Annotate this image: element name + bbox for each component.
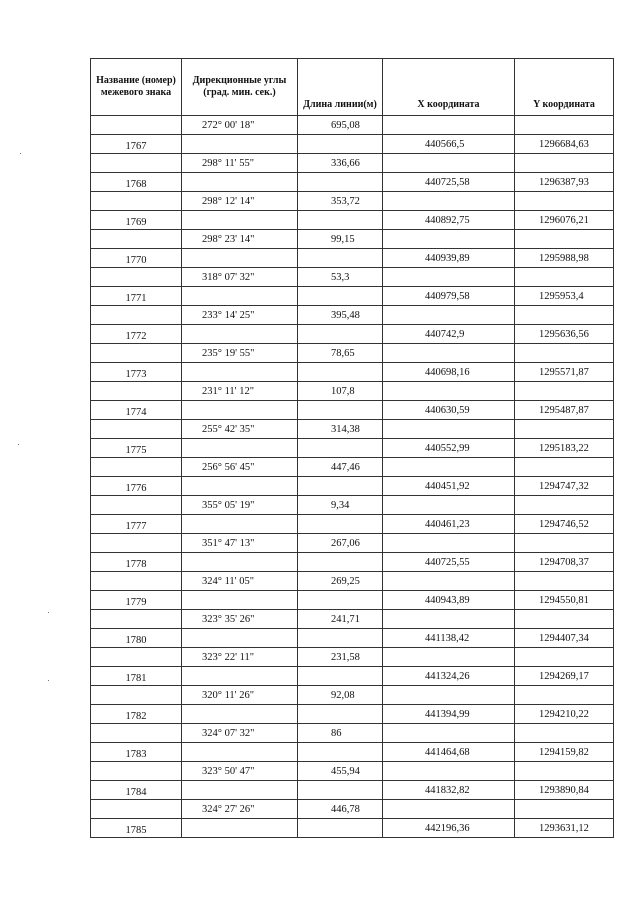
empty-cell bbox=[298, 705, 383, 724]
empty-cell bbox=[91, 154, 182, 173]
empty-cell bbox=[383, 534, 515, 553]
table-row-point bbox=[91, 629, 614, 648]
empty-cell bbox=[91, 344, 182, 363]
line-length-cell: 231,58 bbox=[298, 648, 383, 667]
empty-cell bbox=[298, 401, 383, 420]
empty-cell bbox=[515, 420, 614, 439]
mark-name: 1775 bbox=[125, 444, 147, 456]
boundary-marks-table bbox=[90, 58, 614, 838]
direction-angle-cell: 323° 35' 26" bbox=[182, 610, 298, 629]
y-coordinate-cell: 1295571,87 bbox=[515, 363, 614, 382]
header-direction-angle: Дирекционные углы (град. мин. сек.) bbox=[182, 59, 298, 116]
mark-name-cell bbox=[91, 287, 182, 306]
mark-name-cell bbox=[91, 249, 182, 268]
empty-cell bbox=[91, 762, 182, 781]
empty-cell bbox=[383, 686, 515, 705]
empty-cell bbox=[182, 211, 298, 230]
empty-cell bbox=[298, 515, 383, 534]
x-coordinate-cell: 440698,16 bbox=[383, 363, 515, 382]
empty-cell bbox=[91, 800, 182, 819]
empty-cell bbox=[182, 249, 298, 268]
empty-cell bbox=[298, 439, 383, 458]
empty-cell bbox=[298, 629, 383, 648]
empty-cell bbox=[515, 382, 614, 401]
table-row-segment bbox=[91, 230, 614, 249]
y-coordinate-cell: 1294708,37 bbox=[515, 553, 614, 572]
mark-name: 1772 bbox=[125, 330, 147, 342]
table-row-point bbox=[91, 135, 614, 154]
margin-mark bbox=[48, 680, 49, 681]
x-coordinate-cell: 441138,42 bbox=[383, 629, 515, 648]
y-coordinate-cell: 1295183,22 bbox=[515, 439, 614, 458]
line-length-cell: 447,46 bbox=[298, 458, 383, 477]
empty-cell bbox=[383, 610, 515, 629]
empty-cell bbox=[182, 629, 298, 648]
table-row-segment bbox=[91, 306, 614, 325]
y-coordinate-cell: 1295487,87 bbox=[515, 401, 614, 420]
direction-angle-cell: 255° 42' 35" bbox=[182, 420, 298, 439]
table-row-point bbox=[91, 287, 614, 306]
mark-name: 1784 bbox=[125, 786, 147, 798]
empty-cell bbox=[182, 477, 298, 496]
line-length-cell: 78,65 bbox=[298, 344, 383, 363]
direction-angle-cell: 323° 50' 47" bbox=[182, 762, 298, 781]
table-row-segment bbox=[91, 572, 614, 591]
table-row-point bbox=[91, 743, 614, 762]
empty-cell bbox=[298, 591, 383, 610]
line-length-cell: 86 bbox=[298, 724, 383, 743]
table-row-segment bbox=[91, 116, 614, 135]
empty-cell bbox=[91, 686, 182, 705]
direction-angle-cell: 298° 11' 55" bbox=[182, 154, 298, 173]
x-coordinate-cell: 440725,55 bbox=[383, 553, 515, 572]
table-row-point bbox=[91, 705, 614, 724]
empty-cell bbox=[515, 686, 614, 705]
empty-cell bbox=[298, 553, 383, 572]
empty-cell bbox=[298, 173, 383, 192]
direction-angle-cell: 318° 07' 32" bbox=[182, 268, 298, 287]
mark-name-cell bbox=[91, 705, 182, 724]
empty-cell bbox=[383, 268, 515, 287]
header-mark-name: Название (номер) межевого знака bbox=[91, 59, 182, 116]
mark-name: 1778 bbox=[125, 558, 147, 570]
line-length-cell: 92,08 bbox=[298, 686, 383, 705]
empty-cell bbox=[182, 363, 298, 382]
empty-cell bbox=[515, 648, 614, 667]
empty-cell bbox=[298, 325, 383, 344]
line-length-cell: 353,72 bbox=[298, 192, 383, 211]
empty-cell bbox=[182, 819, 298, 838]
empty-cell bbox=[383, 230, 515, 249]
mark-name-cell bbox=[91, 515, 182, 534]
empty-cell bbox=[298, 249, 383, 268]
direction-angle-cell: 272° 00' 18" bbox=[182, 116, 298, 135]
header-line-length: Длина линии(м) bbox=[298, 59, 383, 116]
x-coordinate-cell: 441832,82 bbox=[383, 781, 515, 800]
empty-cell bbox=[182, 287, 298, 306]
empty-cell bbox=[182, 401, 298, 420]
y-coordinate-cell: 1295953,4 bbox=[515, 287, 614, 306]
empty-cell bbox=[91, 116, 182, 135]
mark-name: 1777 bbox=[125, 520, 147, 532]
empty-cell bbox=[91, 458, 182, 477]
empty-cell bbox=[91, 268, 182, 287]
empty-cell bbox=[515, 154, 614, 173]
empty-cell bbox=[383, 306, 515, 325]
line-length-cell: 314,38 bbox=[298, 420, 383, 439]
header-y-coordinate: Y координата bbox=[515, 59, 614, 116]
table-row-point bbox=[91, 781, 614, 800]
line-length-cell: 99,15 bbox=[298, 230, 383, 249]
header-row bbox=[91, 59, 614, 116]
direction-angle-cell: 298° 12' 14" bbox=[182, 192, 298, 211]
table-row-segment bbox=[91, 686, 614, 705]
empty-cell bbox=[515, 534, 614, 553]
table-row-segment bbox=[91, 724, 614, 743]
empty-cell bbox=[182, 439, 298, 458]
empty-cell bbox=[182, 173, 298, 192]
empty-cell bbox=[298, 477, 383, 496]
mark-name: 1774 bbox=[125, 406, 147, 418]
mark-name-cell bbox=[91, 135, 182, 154]
line-length-cell: 269,25 bbox=[298, 572, 383, 591]
table-row-segment bbox=[91, 268, 614, 287]
empty-cell bbox=[298, 363, 383, 382]
mark-name-cell bbox=[91, 667, 182, 686]
y-coordinate-cell: 1294746,52 bbox=[515, 515, 614, 534]
table-row-point bbox=[91, 173, 614, 192]
empty-cell bbox=[182, 705, 298, 724]
direction-angle-cell: 235° 19' 55" bbox=[182, 344, 298, 363]
y-coordinate-cell: 1293631,12 bbox=[515, 819, 614, 838]
mark-name: 1779 bbox=[125, 596, 147, 608]
x-coordinate-cell: 441464,68 bbox=[383, 743, 515, 762]
mark-name-cell bbox=[91, 325, 182, 344]
mark-name: 1783 bbox=[125, 748, 147, 760]
y-coordinate-cell: 1296684,63 bbox=[515, 135, 614, 154]
empty-cell bbox=[298, 667, 383, 686]
table-row-point bbox=[91, 401, 614, 420]
empty-cell bbox=[298, 135, 383, 154]
empty-cell bbox=[515, 344, 614, 363]
empty-cell bbox=[383, 154, 515, 173]
table-row-segment bbox=[91, 648, 614, 667]
empty-cell bbox=[515, 762, 614, 781]
x-coordinate-cell: 441394,99 bbox=[383, 705, 515, 724]
empty-cell bbox=[91, 306, 182, 325]
mark-name: 1785 bbox=[125, 824, 147, 836]
empty-cell bbox=[383, 382, 515, 401]
line-length-cell: 241,71 bbox=[298, 610, 383, 629]
line-length-cell: 9,34 bbox=[298, 496, 383, 515]
empty-cell bbox=[383, 724, 515, 743]
direction-angle-cell: 298° 23' 14" bbox=[182, 230, 298, 249]
table-body bbox=[91, 116, 614, 838]
line-length-cell: 53,3 bbox=[298, 268, 383, 287]
empty-cell bbox=[91, 382, 182, 401]
direction-angle-cell: 323° 22' 11" bbox=[182, 648, 298, 667]
mark-name: 1781 bbox=[125, 672, 147, 684]
mark-name-cell bbox=[91, 591, 182, 610]
empty-cell bbox=[91, 610, 182, 629]
empty-cell bbox=[91, 192, 182, 211]
empty-cell bbox=[383, 572, 515, 591]
table-row-segment bbox=[91, 382, 614, 401]
empty-cell bbox=[298, 287, 383, 306]
direction-angle-cell: 231° 11' 12" bbox=[182, 382, 298, 401]
empty-cell bbox=[91, 648, 182, 667]
x-coordinate-cell: 440461,23 bbox=[383, 515, 515, 534]
empty-cell bbox=[515, 116, 614, 135]
empty-cell bbox=[91, 230, 182, 249]
y-coordinate-cell: 1295636,56 bbox=[515, 325, 614, 344]
table-row-point bbox=[91, 249, 614, 268]
empty-cell bbox=[383, 648, 515, 667]
empty-cell bbox=[383, 344, 515, 363]
empty-cell bbox=[515, 192, 614, 211]
margin-mark bbox=[48, 612, 49, 613]
empty-cell bbox=[182, 667, 298, 686]
x-coordinate-cell: 440892,75 bbox=[383, 211, 515, 230]
direction-angle-cell: 233° 14' 25" bbox=[182, 306, 298, 325]
mark-name: 1780 bbox=[125, 634, 147, 646]
empty-cell bbox=[515, 724, 614, 743]
line-length-cell: 695,08 bbox=[298, 116, 383, 135]
empty-cell bbox=[383, 420, 515, 439]
x-coordinate-cell: 441324,26 bbox=[383, 667, 515, 686]
table-row-point bbox=[91, 515, 614, 534]
table-row-segment bbox=[91, 420, 614, 439]
table-row-segment bbox=[91, 610, 614, 629]
empty-cell bbox=[383, 192, 515, 211]
empty-cell bbox=[383, 116, 515, 135]
mark-name-cell bbox=[91, 743, 182, 762]
empty-cell bbox=[298, 819, 383, 838]
table-row-point bbox=[91, 477, 614, 496]
empty-cell bbox=[298, 781, 383, 800]
y-coordinate-cell: 1294210,22 bbox=[515, 705, 614, 724]
table-row-segment bbox=[91, 800, 614, 819]
mark-name: 1782 bbox=[125, 710, 147, 722]
table-row-segment bbox=[91, 762, 614, 781]
x-coordinate-cell: 440725,58 bbox=[383, 173, 515, 192]
table-row-point bbox=[91, 325, 614, 344]
table-row-segment bbox=[91, 154, 614, 173]
table-row-point bbox=[91, 667, 614, 686]
empty-cell bbox=[182, 743, 298, 762]
direction-angle-cell: 256° 56' 45" bbox=[182, 458, 298, 477]
x-coordinate-cell: 442196,36 bbox=[383, 819, 515, 838]
direction-angle-cell: 320° 11' 26" bbox=[182, 686, 298, 705]
y-coordinate-cell: 1294269,17 bbox=[515, 667, 614, 686]
empty-cell bbox=[515, 230, 614, 249]
y-coordinate-cell: 1296076,21 bbox=[515, 211, 614, 230]
empty-cell bbox=[91, 724, 182, 743]
mark-name: 1771 bbox=[125, 292, 147, 304]
empty-cell bbox=[383, 800, 515, 819]
empty-cell bbox=[383, 762, 515, 781]
mark-name-cell bbox=[91, 173, 182, 192]
empty-cell bbox=[182, 135, 298, 154]
empty-cell bbox=[383, 458, 515, 477]
y-coordinate-cell: 1296387,93 bbox=[515, 173, 614, 192]
y-coordinate-cell: 1294747,32 bbox=[515, 477, 614, 496]
mark-name-cell bbox=[91, 553, 182, 572]
x-coordinate-cell: 440943,89 bbox=[383, 591, 515, 610]
table-row-point bbox=[91, 553, 614, 572]
y-coordinate-cell: 1293890,84 bbox=[515, 781, 614, 800]
table-row-segment bbox=[91, 496, 614, 515]
empty-cell bbox=[515, 800, 614, 819]
empty-cell bbox=[91, 534, 182, 553]
empty-cell bbox=[515, 458, 614, 477]
table-row-point bbox=[91, 591, 614, 610]
x-coordinate-cell: 440939,89 bbox=[383, 249, 515, 268]
line-length-cell: 107,8 bbox=[298, 382, 383, 401]
mark-name-cell bbox=[91, 401, 182, 420]
x-coordinate-cell: 440979,58 bbox=[383, 287, 515, 306]
empty-cell bbox=[515, 496, 614, 515]
x-coordinate-cell: 440566,5 bbox=[383, 135, 515, 154]
mark-name-cell bbox=[91, 363, 182, 382]
table-row-point bbox=[91, 211, 614, 230]
table-row-segment bbox=[91, 192, 614, 211]
empty-cell bbox=[515, 572, 614, 591]
empty-cell bbox=[515, 268, 614, 287]
line-length-cell: 267,06 bbox=[298, 534, 383, 553]
empty-cell bbox=[515, 306, 614, 325]
mark-name: 1767 bbox=[125, 140, 147, 152]
line-length-cell: 336,66 bbox=[298, 154, 383, 173]
mark-name-cell bbox=[91, 629, 182, 648]
empty-cell bbox=[182, 553, 298, 572]
table-row-segment bbox=[91, 534, 614, 553]
empty-cell bbox=[91, 572, 182, 591]
line-length-cell: 446,78 bbox=[298, 800, 383, 819]
mark-name: 1773 bbox=[125, 368, 147, 380]
direction-angle-cell: 324° 27' 26" bbox=[182, 800, 298, 819]
y-coordinate-cell: 1295988,98 bbox=[515, 249, 614, 268]
x-coordinate-cell: 440630,59 bbox=[383, 401, 515, 420]
margin-mark bbox=[18, 444, 19, 445]
x-coordinate-cell: 440742,9 bbox=[383, 325, 515, 344]
mark-name: 1768 bbox=[125, 178, 147, 190]
direction-angle-cell: 355° 05' 19" bbox=[182, 496, 298, 515]
margin-mark bbox=[20, 153, 21, 154]
table-row-point bbox=[91, 439, 614, 458]
line-length-cell: 395,48 bbox=[298, 306, 383, 325]
mark-name-cell bbox=[91, 439, 182, 458]
table-row-point bbox=[91, 819, 614, 838]
table-row-segment bbox=[91, 458, 614, 477]
mark-name-cell bbox=[91, 211, 182, 230]
table-row-segment bbox=[91, 344, 614, 363]
mark-name-cell bbox=[91, 819, 182, 838]
y-coordinate-cell: 1294159,82 bbox=[515, 743, 614, 762]
y-coordinate-cell: 1294550,81 bbox=[515, 591, 614, 610]
empty-cell bbox=[91, 420, 182, 439]
mark-name: 1769 bbox=[125, 216, 147, 228]
header-x-coordinate: X координата bbox=[383, 59, 515, 116]
direction-angle-cell: 324° 11' 05" bbox=[182, 572, 298, 591]
empty-cell bbox=[182, 325, 298, 344]
mark-name-cell bbox=[91, 477, 182, 496]
table-row-point bbox=[91, 363, 614, 382]
empty-cell bbox=[298, 211, 383, 230]
empty-cell bbox=[182, 591, 298, 610]
direction-angle-cell: 324° 07' 32" bbox=[182, 724, 298, 743]
empty-cell bbox=[515, 610, 614, 629]
empty-cell bbox=[91, 496, 182, 515]
mark-name: 1776 bbox=[125, 482, 147, 494]
mark-name: 1770 bbox=[125, 254, 147, 266]
empty-cell bbox=[182, 515, 298, 534]
empty-cell bbox=[298, 743, 383, 762]
x-coordinate-cell: 440552,99 bbox=[383, 439, 515, 458]
mark-name-cell bbox=[91, 781, 182, 800]
direction-angle-cell: 351° 47' 13" bbox=[182, 534, 298, 553]
y-coordinate-cell: 1294407,34 bbox=[515, 629, 614, 648]
x-coordinate-cell: 440451,92 bbox=[383, 477, 515, 496]
empty-cell bbox=[182, 781, 298, 800]
line-length-cell: 455,94 bbox=[298, 762, 383, 781]
empty-cell bbox=[383, 496, 515, 515]
